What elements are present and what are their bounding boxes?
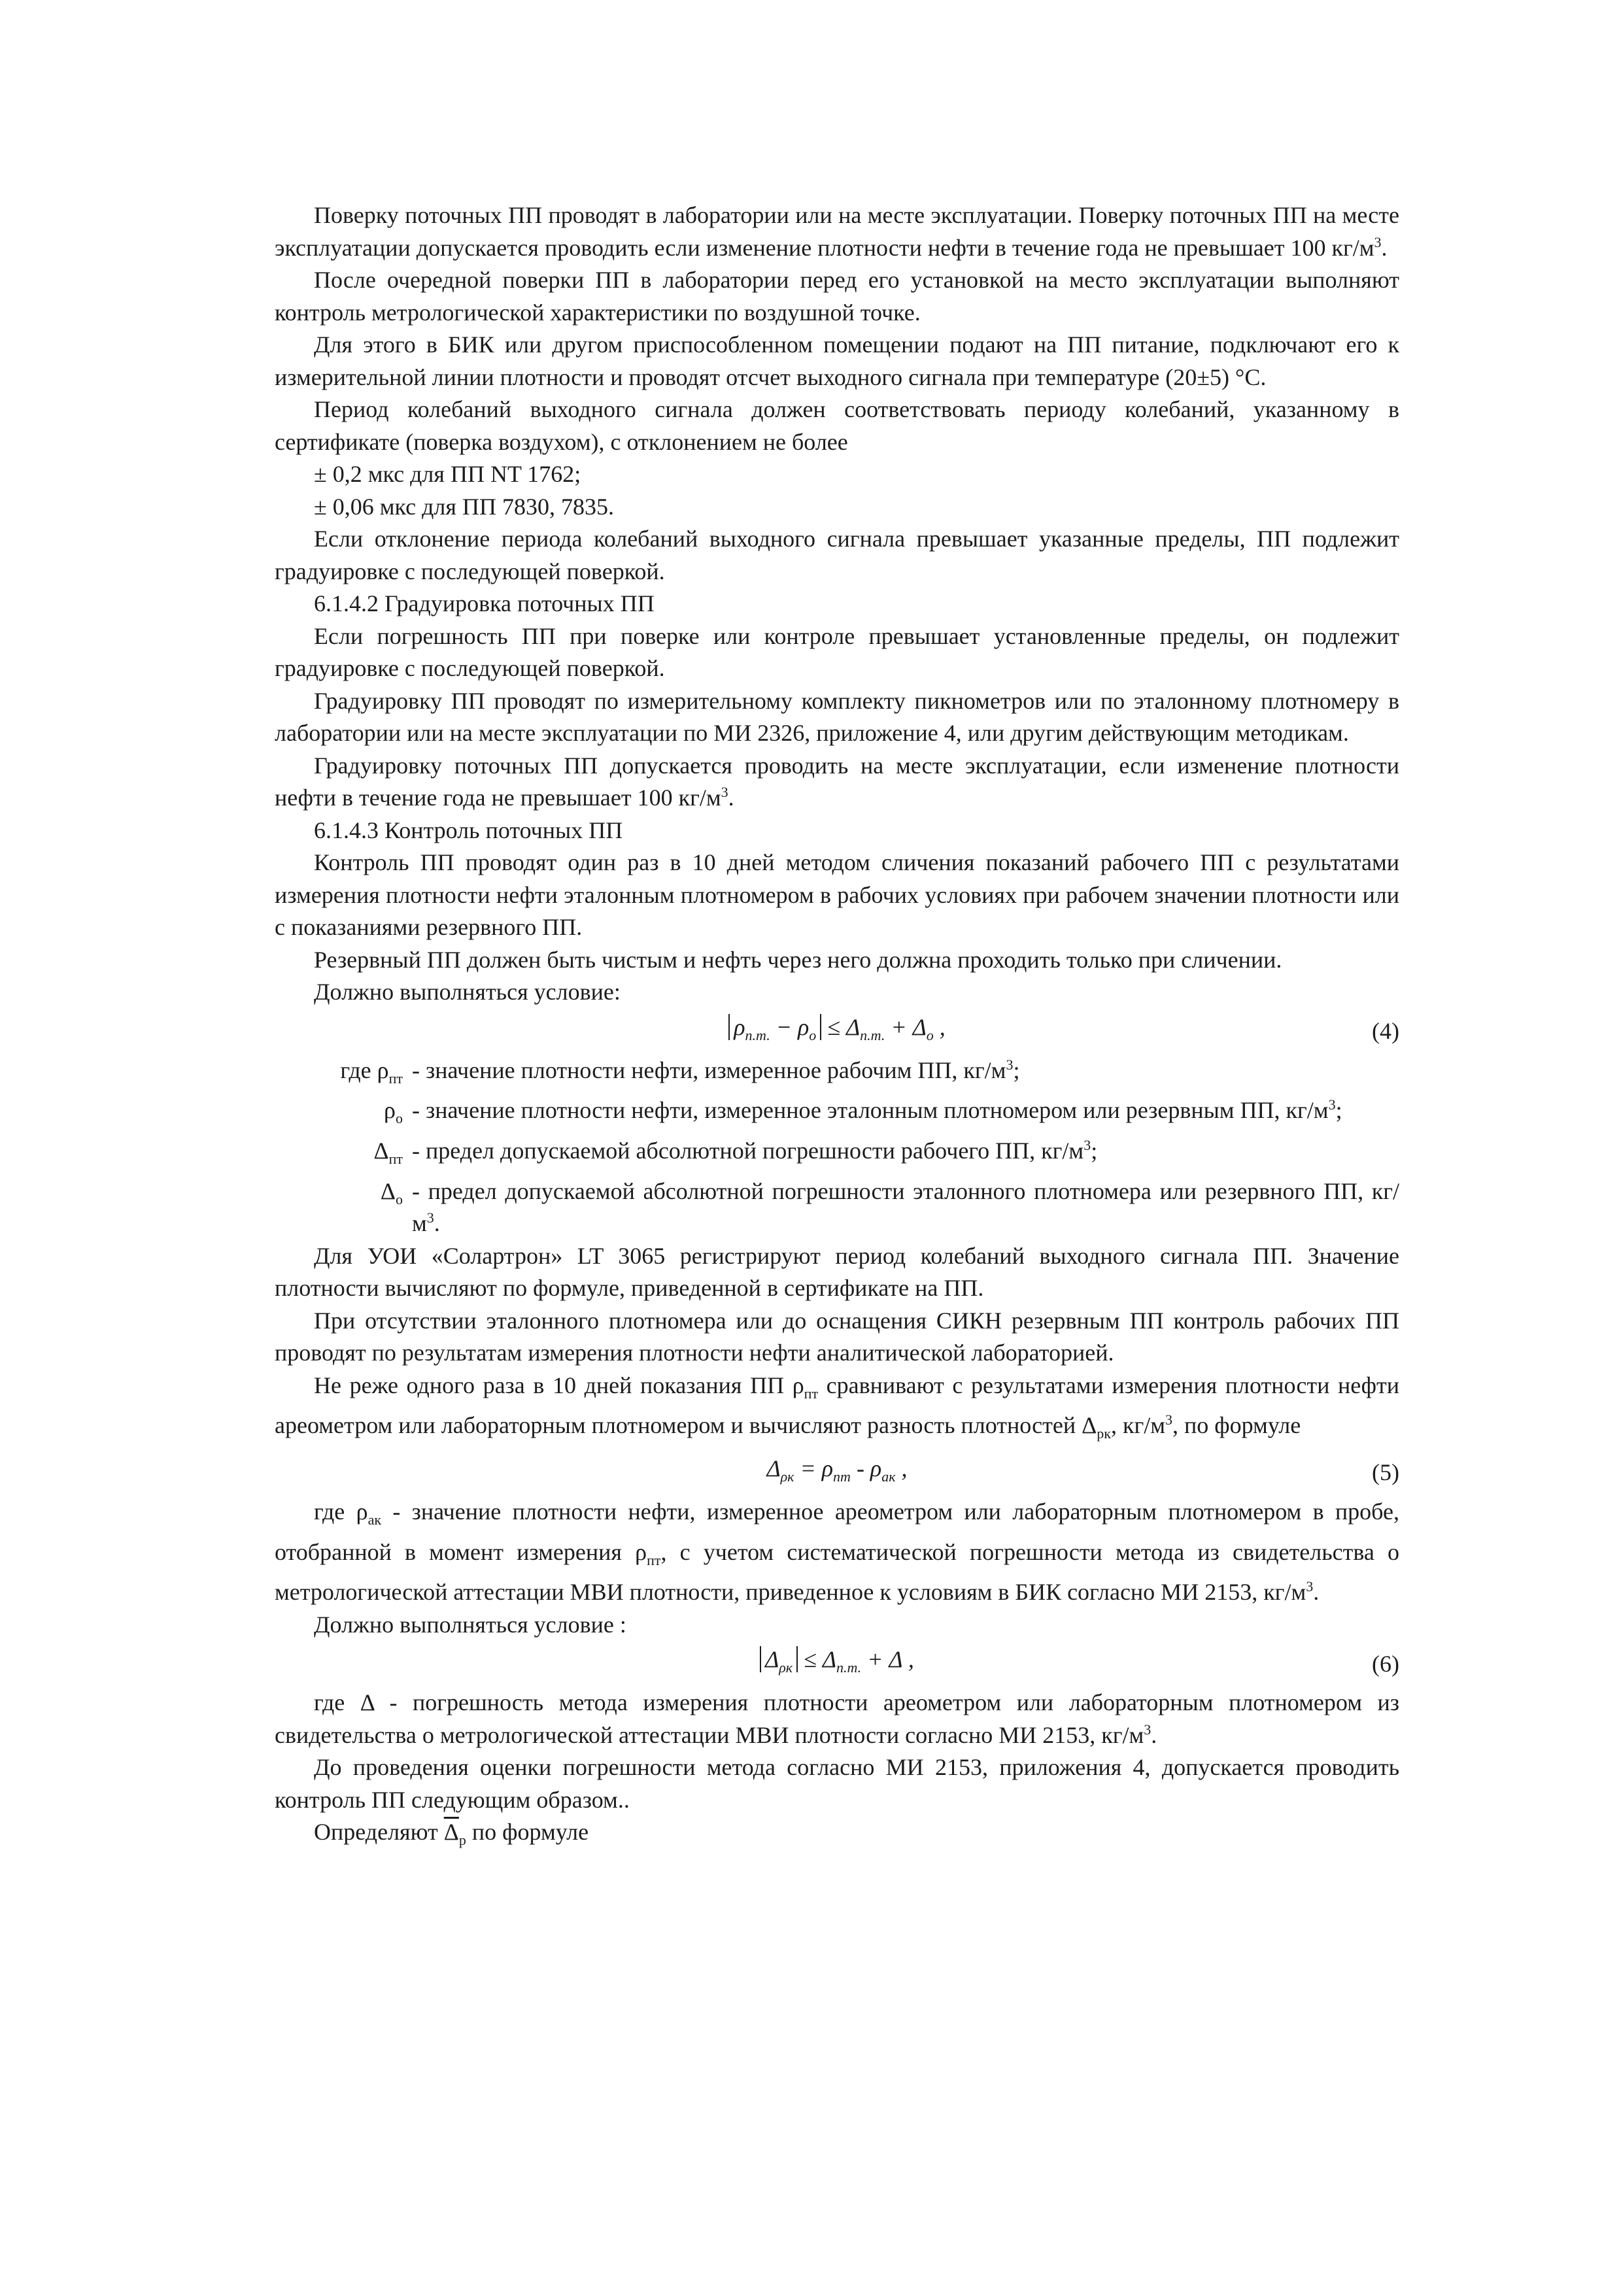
paragraph: При отсутствии эталонного плотномера или до оснащения СИКН резервным ПП контроль рабочих ПП проводят по результатам измерения плотности нефти аналитической лабораторией. [275, 1307, 1399, 1366]
equation-number: (4) [1372, 1017, 1399, 1044]
document-page [275, 199, 1399, 1857]
equation-4 [275, 1011, 1399, 1052]
equation-4-formula: $\rho_{п.т.} - \rho_о \le \Delta_{п.т.} + \Delta_о$ , [275, 1011, 1399, 1052]
paragraph: Если погрешность ПП при поверке или контроле превышает установленные пределы, он подлежит градуировке с последующей поверкой. [275, 622, 1399, 681]
definition-item: $\Delta_о$ - предел допускаемой абсолютной погрешности эталонного плотномера или резервного ПП, $кг/м^3$. [380, 1177, 1399, 1237]
definition-item: $\Delta_{пт}$ - предел допускаемой абсолютной погрешности рабочего ПП, $кг/м^3$; [373, 1136, 1098, 1168]
list-item: ± 0,06 мкс для ПП 7830, 7835. [314, 493, 614, 520]
paragraph: До проведения оценки погрешности метода согласно МИ 2153, приложения 4, допускается проводить контроль ПП следующим образом.. [275, 1754, 1399, 1813]
paragraph: Контроль ПП проводят один раз в 10 дней методом сличения показаний рабочего ПП с результатами измерения плотности нефти эталонным плотномером в рабочих условиях при рабочем значении плотности или с показаниями резервного ПП. [275, 849, 1399, 940]
paragraph: где $\rho_{ак}$ - значение плотности нефти, измеренное ареометром или лабораторным плотномером в пробе, отобранной в момент измерения $\rho_{пт}$, с учетом систематической погрешности метода из свидетельства о метрологической аттестации МВИ плотности, приведенное к условиям в БИК согласно МИ 2153, $кг/м^3$. [275, 1498, 1400, 1606]
paragraph: Не реже одного раза в 10 дней показания ПП $\rho_{пт}$ сравнивают с результатами измерения плотности нефти ареометром или лабораторным плотномером и вычисляют разность плотностей $\Delta_{рк}$, $кг/м^3$, по формуле [275, 1372, 1399, 1442]
paragraph: Должно выполняться условие : [314, 1611, 626, 1638]
equation-number: (6) [1372, 1650, 1399, 1677]
definition-item: $\rho_о$ - значение плотности нефти, измеренное эталонным плотномером или резервным ПП, $кг/м^3$; [384, 1096, 1342, 1127]
equation-6-formula: $\Delta_{\rho к} \le \Delta_{п.т.} + \Delta$ , [275, 1644, 1399, 1684]
equation-5-formula: $\Delta_{\rho к} = \rho_{пт} - \rho_{ак}$ , [766, 1455, 908, 1485]
paragraph: Определяют $\overline{\Delta}_р$ по формуле [314, 1819, 589, 1849]
paragraph: Для УОИ «Солартрон» LT 3065 регистрируют период колебаний выходного сигнала ПП. Значение плотности вычисляют по формуле, приведенной в сертификате на ПП. [275, 1242, 1399, 1302]
paragraph: Период колебаний выходного сигнала должен соответствовать периоду колебаний, указанному в сертификате (поверка воздухом), с отклонением не более [275, 396, 1399, 455]
equation-number: (5) [1372, 1459, 1399, 1486]
list-item: ± 0,2 мкс для ПП NT 1762; [314, 461, 581, 487]
equation-6 [275, 1644, 1399, 1684]
section-heading: 6.1.4.3 Контроль поточных ПП [314, 817, 623, 843]
paragraph: Градуировку ПП проводят по измерительному комплекту пикнометров или по эталонному плотномеру в лаборатории или на месте эксплуатации по МИ 2326, приложение 4, или другим действующим методикам. [275, 687, 1399, 746]
definition-item: где $\rho_{пт}$ - значение плотности нефти, измеренное рабочим ПП, $кг/м^3$; [340, 1056, 1020, 1087]
equation-5 [275, 1453, 1399, 1493]
paragraph: Резервный ПП должен быть чистым и нефть через него должна проходить только при сличении. [314, 946, 1282, 973]
paragraph: После очередной поверки ПП в лаборатории перед его установкой на место эксплуатации выполняют контроль метрологической характеристики по воздушной точке. [275, 267, 1399, 326]
paragraph: Для этого в БИК или другом приспособленном помещении подают на ПП питание, подключают его к измерительной линии плотности и проводят отсчет выходного сигнала при температуре (20±5) °С. [275, 331, 1399, 390]
section-heading: 6.1.4.2 Градуировка поточных ПП [314, 590, 655, 616]
paragraph: Градуировку поточных ПП допускается проводить на месте эксплуатации, если изменение плотности нефти в течение года не превышает 100 $кг/м^3$. [275, 752, 1399, 811]
paragraph: Поверку поточных ПП проводят в лаборатории или на месте эксплуатации. Поверку поточных ПП на месте эксплуатации допускается проводить если изменение плотности нефти в течение года не превышает 100 $кг/м^3$. [275, 202, 1399, 261]
paragraph: Должно выполняться условие: [314, 979, 621, 1005]
paragraph: где Δ - погрешность метода измерения плотности ареометром или лабораторным плотномером из свидетельства о метрологической аттестации МВИ плотности согласно МИ 2153, $кг/м^3$. [275, 1689, 1399, 1748]
paragraph: Если отклонение периода колебаний выходного сигнала превышает указанные пределы, ПП подлежит градуировке с последующей поверкой. [275, 526, 1399, 584]
